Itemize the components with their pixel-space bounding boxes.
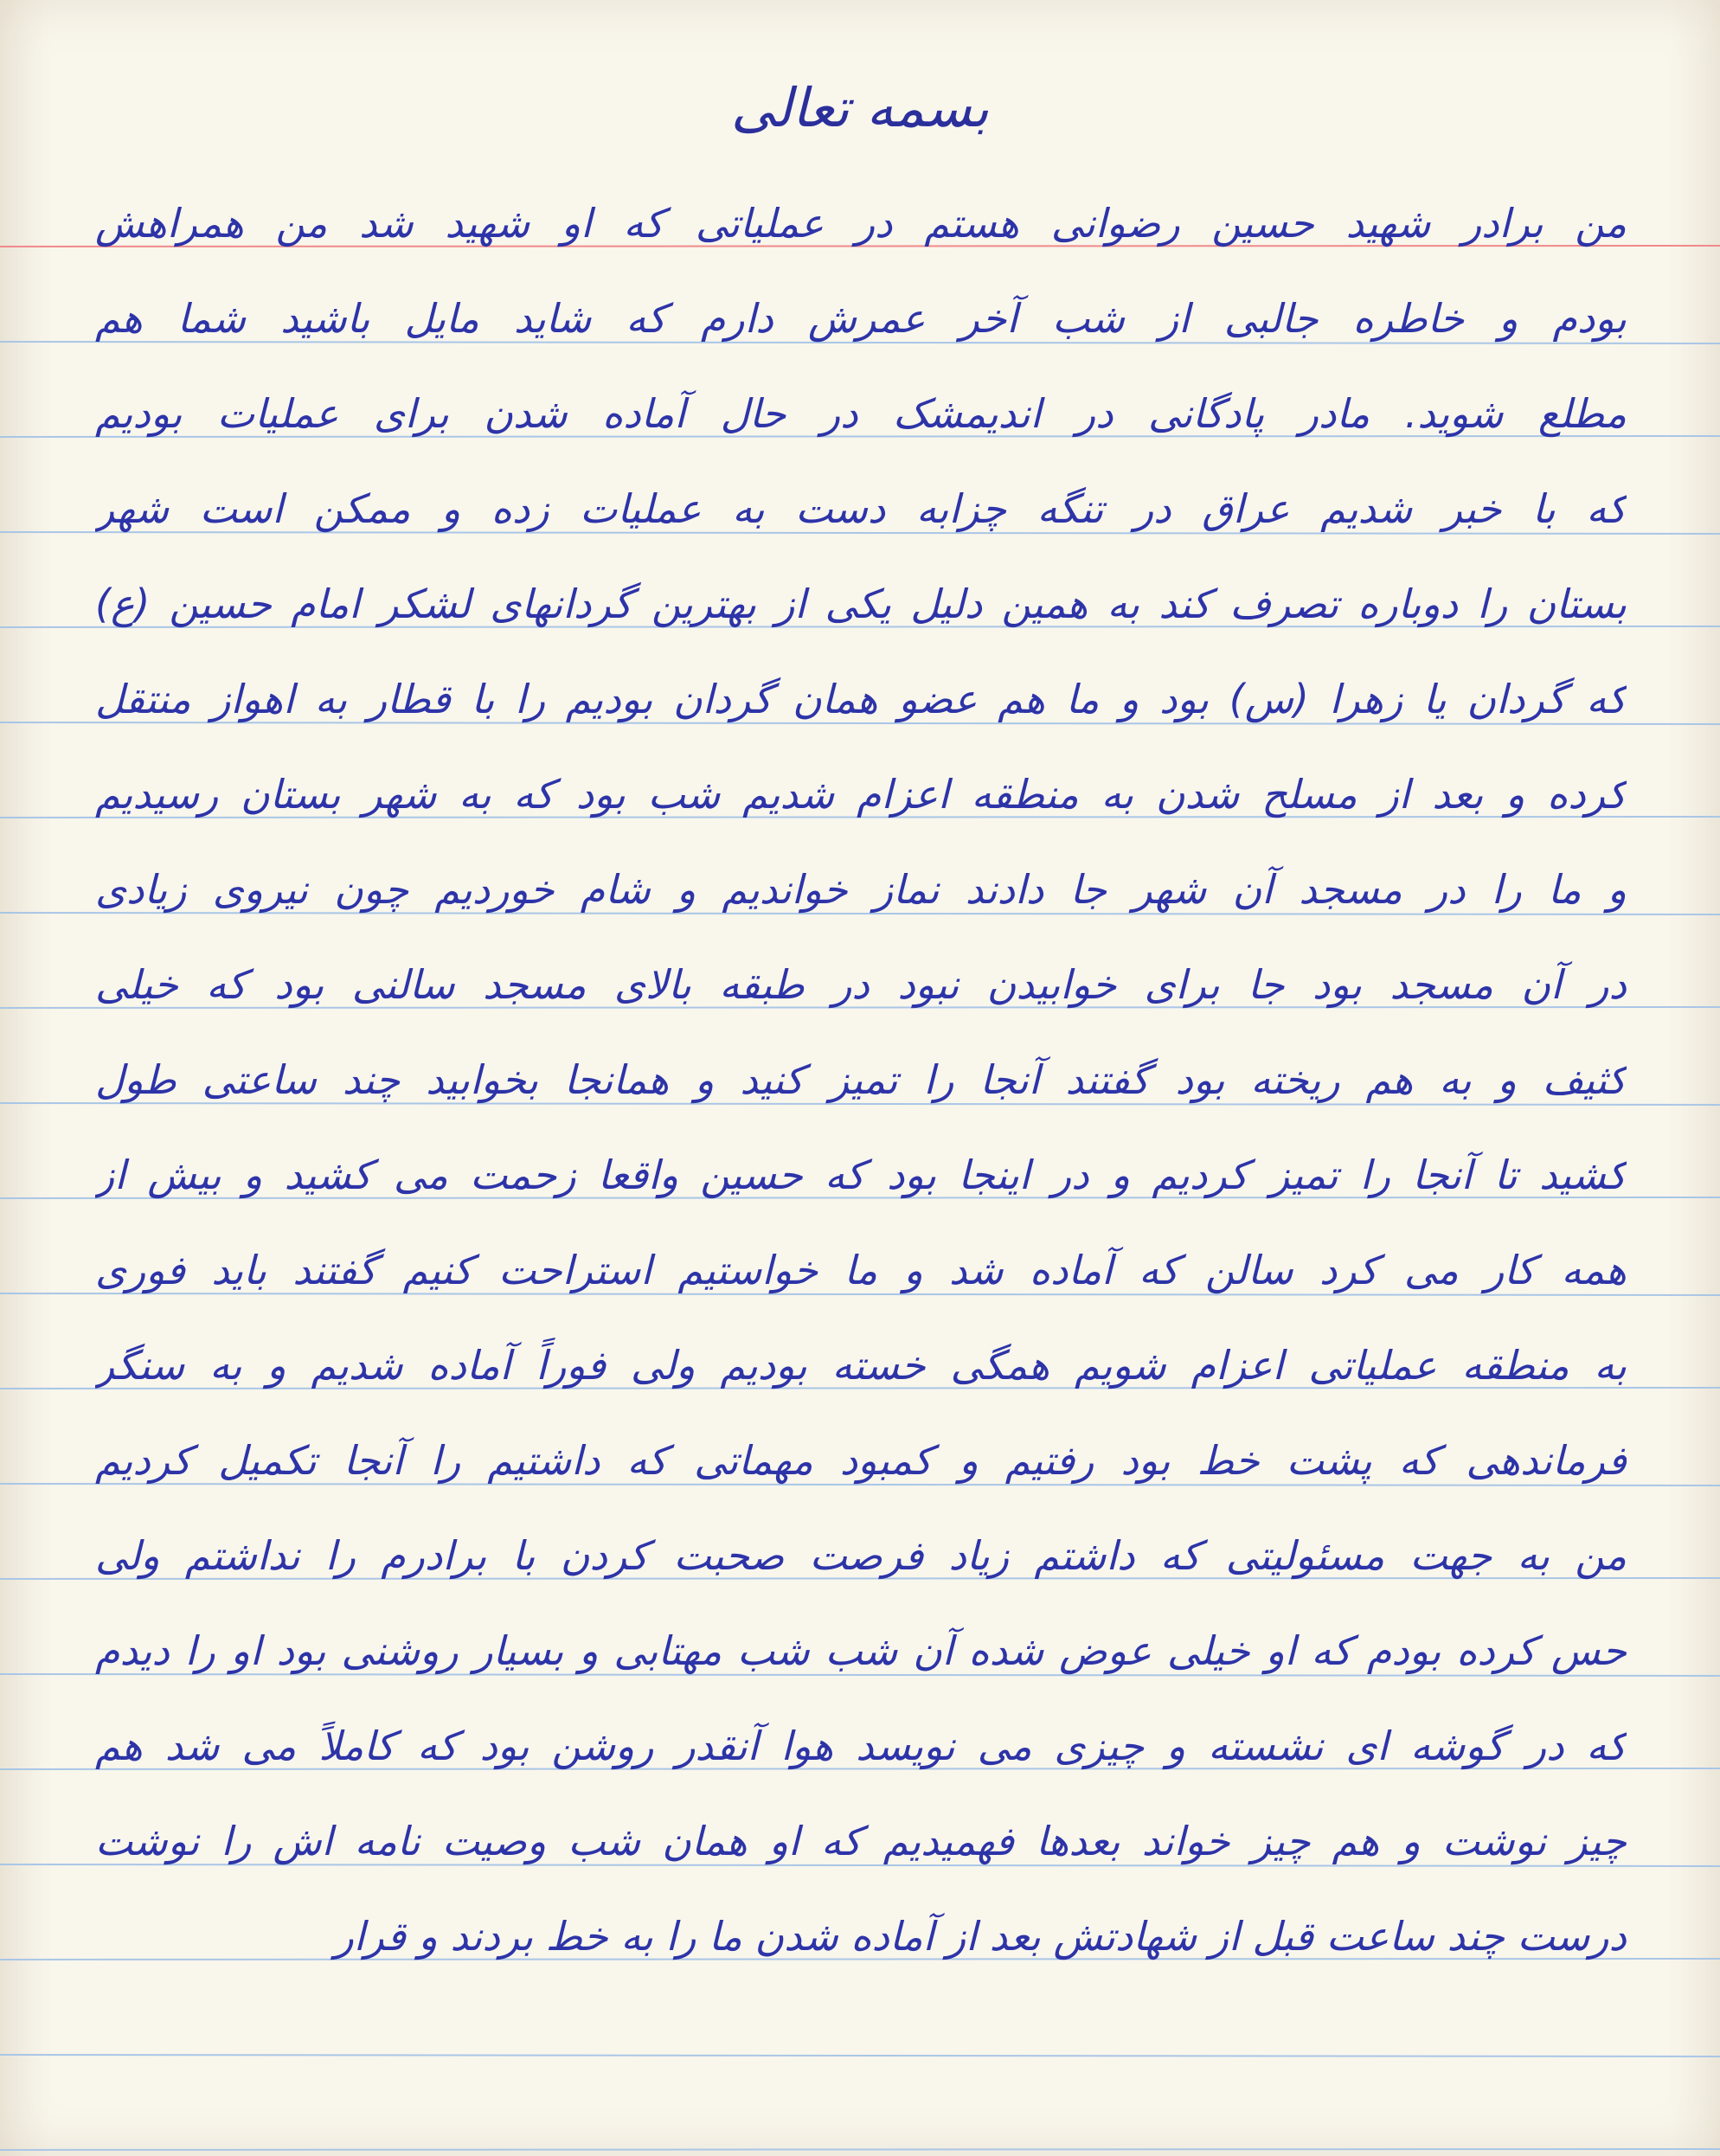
handwritten-line: حس کرده بودم که او خیلی عوض شده آن شب شب مهتابی و بسیار روشنی بود او را دیدم	[95, 1627, 1627, 1674]
handwritten-line: که گردان یا زهرا (س) بود و ما هم عضو همان گردان بودیم را با قطار به اهواز منتقل	[95, 676, 1627, 722]
handwritten-line: بستان را دوباره تصرف کند به همین دلیل یکی از بهترین گردانهای لشکر امام حسین (ع)	[95, 581, 1627, 627]
handwritten-line: در آن مسجد بود جا برای خوابیدن نبود در طبقه بالای مسجد سالنی بود که خیلی	[95, 961, 1627, 1008]
handwritten-line: فرماندهی که پشت خط بود رفتیم و کمبود مهماتی که داشتیم را آنجا تکمیل کردیم	[95, 1437, 1627, 1484]
handwritten-line: من به جهت مسئولیتی که داشتم زیاد فرصت صحبت کردن با برادرم را نداشتم ولی	[95, 1532, 1627, 1579]
page-title: بسمه تعالی	[731, 76, 989, 139]
handwritten-line: همه کار می کرد سالن که آماده شد و ما خواستیم استراحت کنیم گفتند باید فوری	[95, 1247, 1627, 1293]
handwritten-line: بودم و خاطره جالبی از شب آخر عمرش دارم که شاید مایل باشید شما هم	[95, 295, 1627, 342]
handwritten-line: من برادر شهید حسین رضوانی هستم در عملیاتی که او شهید شد من همراهش	[95, 200, 1627, 247]
handwritten-line: چیز نوشت و هم چیز خواند بعدها فهمیدیم که او همان شب وصیت نامه اش را نوشت	[95, 1818, 1627, 1864]
handwritten-line: به منطقه عملیاتی اعزام شویم همگی خسته بودیم ولی فوراً آماده شدیم و به سنگر	[95, 1342, 1627, 1389]
handwritten-line: کرده و بعد از مسلح شدن به منطقه اعزام شدیم شب بود که به شهر بستان رسیدیم	[95, 771, 1627, 818]
handwritten-line: که با خبر شدیم عراق در تنگه چزابه دست به عملیات زده و ممکن است شهر	[95, 485, 1627, 532]
handwritten-line: که در گوشه ای نشسته و چیزی می نویسد هوا آنقدر روشن بود که کاملاً می شد هم	[95, 1723, 1627, 1769]
handwritten-line: کشید تا آنجا را تمیز کردیم و در اینجا بود که حسین واقعا زحمت می کشید و بیش از	[95, 1152, 1627, 1198]
handwritten-line: کثیف و به هم ریخته بود گفتند آنجا را تمیز کنید و همانجا بخوابید چند ساعتی طول	[95, 1056, 1627, 1103]
handwritten-line: و ما را در مسجد آن شهر جا دادند نماز خواندیم و شام خوردیم چون نیروی زیادی	[95, 866, 1627, 913]
handwritten-line: مطلع شوید. مادر پادگانی در اندیمشک در حال آماده شدن برای عملیات بودیم	[95, 390, 1627, 437]
handwritten-line: درست چند ساعت قبل از شهادتش بعد از آماده شدن ما را به خط بردند و قرار	[334, 1913, 1627, 1960]
